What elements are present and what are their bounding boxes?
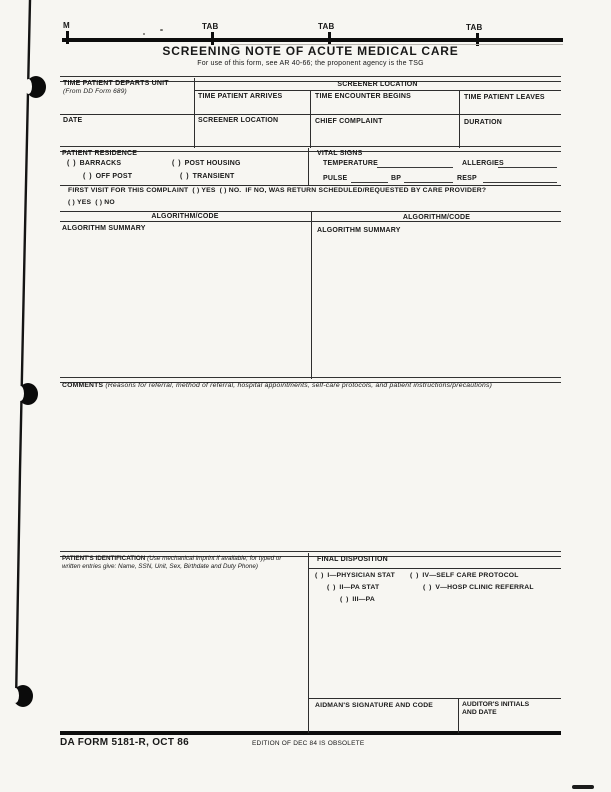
patient-id-detail: (Use mechanical imprint if available; for typed or written entries give: Name, SSN, Unit, Sex, Birthdate and Duty Phone) [62, 555, 282, 570]
residence-checkbox-transient[interactable] [180, 173, 234, 181]
time-leaves-label: TIME PATIENT LEAVES [464, 94, 545, 101]
disposition-checkbox-pa-stat[interactable] [327, 584, 379, 592]
disposition-checkbox-hosp-clinic-referral[interactable] [423, 584, 534, 592]
ruler-m-label: M [63, 21, 70, 30]
form-subtitle: For use of this form, see AR 40-66; the proponent agency is the TSG [197, 60, 424, 67]
checkbox-label: III—PA [352, 596, 376, 603]
auditor-initials-fill-area[interactable] [460, 716, 559, 730]
chief-complaint-fill-area[interactable] [313, 126, 457, 145]
duration-label: DURATION [464, 119, 503, 126]
algorithm-summary-fill-area-right[interactable] [313, 236, 559, 376]
checkbox-icon: ( ) [327, 584, 337, 591]
temperature-fill-line[interactable] [377, 167, 453, 168]
disposition-checkbox-self-care-protocol[interactable] [410, 572, 519, 580]
ruler-line [62, 38, 563, 42]
time-encounter-label: TIME ENCOUNTER BEGINS [315, 93, 411, 100]
checkbox-icon: ( ) [315, 572, 325, 579]
auditor-initials-label: AUDITOR'S INITIALS AND DATE [462, 701, 530, 717]
time-departs-fill-area[interactable] [61, 96, 193, 114]
ruler-tab-label: TAB [466, 23, 483, 32]
checkbox-label: OFF POST [95, 173, 133, 180]
comments-detail: (Reasons for referral, method of referral, hospital appointments, self-care protocols, and patient instructions/precautions) [105, 382, 493, 389]
residence-checkbox-off-post[interactable] [83, 173, 132, 181]
chief-complaint-label: CHIEF COMPLAINT [315, 118, 383, 125]
resp-label: RESP [457, 175, 477, 182]
checkbox-icon: ( ) [67, 160, 77, 167]
allergies-fill-line[interactable] [498, 167, 557, 168]
first-visit-prefix: FIRST VISIT FOR THIS COMPLAINT [68, 187, 189, 194]
grid-line [194, 90, 561, 91]
scan-speck [160, 29, 163, 31]
checkbox-icon: ( ) [83, 173, 93, 180]
grid-line [308, 698, 561, 699]
checkbox-icon: ( ) [180, 173, 190, 180]
checkbox-label: BARRACKS [79, 160, 122, 167]
first-visit-question [68, 187, 486, 195]
first-visit-yes-checkbox[interactable]: ( ) YES [192, 187, 216, 194]
hole-punch-icon [26, 76, 46, 98]
return-scheduled-answer [68, 199, 115, 207]
duration-fill-area[interactable] [461, 127, 559, 145]
algorithm-code-header-left: ALGORITHM/CODE [151, 213, 219, 220]
final-disposition-label: FINAL DISPOSITION [317, 556, 388, 563]
form-title: SCREENING NOTE OF ACUTE MEDICAL CARE [162, 44, 459, 58]
residence-checkbox-barracks[interactable] [67, 160, 121, 168]
hole-punch-icon [18, 383, 38, 405]
residence-checkbox-post-housing[interactable] [172, 160, 241, 168]
grid-line [308, 148, 309, 186]
patient-residence-label: PATIENT RESIDENCE [62, 150, 138, 157]
pulse-fill-line[interactable] [351, 182, 388, 183]
pulse-label: PULSE [323, 175, 348, 182]
algorithm-code-header-right: ALGORITHM/CODE [402, 214, 471, 221]
checkbox-icon: ( ) [423, 584, 433, 591]
time-departs-sublabel: (From DD Form 689) [63, 88, 127, 95]
form-number: DA FORM 5181-R, OCT 86 [60, 737, 190, 748]
patient-id-title: PATIENT'S IDENTIFICATION [62, 555, 146, 562]
time-departs-label: TIME PATIENT DEPARTS UNIT [63, 80, 169, 87]
screener-location-label: SCREENER LOCATION [198, 117, 279, 124]
return-no-checkbox[interactable]: ( ) NO [95, 199, 115, 206]
ruler-tab-label: TAB [318, 22, 335, 31]
resp-fill-line[interactable] [483, 182, 557, 183]
scan-smudge [572, 785, 594, 789]
disposition-checkbox-physician-stat[interactable] [315, 572, 395, 580]
date-label: DATE [63, 117, 83, 124]
time-leaves-fill-area[interactable] [461, 102, 559, 113]
checkbox-icon: ( ) [172, 160, 182, 167]
checkbox-label: II—PA STAT [339, 584, 380, 591]
allergies-label: ALLERGIES [462, 160, 504, 167]
time-arrives-fill-area[interactable] [196, 101, 308, 113]
date-fill-area[interactable] [61, 125, 193, 145]
ruler-tab-label: TAB [202, 22, 219, 31]
patient-id-fill-area[interactable] [61, 575, 306, 730]
edition-note: EDITION OF DEC 84 IS OBSOLETE [252, 740, 365, 747]
grid-line [310, 91, 311, 148]
scan-speck [143, 33, 145, 35]
vital-signs-label: VITAL SIGNS [317, 150, 363, 157]
bp-fill-line[interactable] [404, 182, 453, 183]
algorithm-summary-label-left: ALGORITHM SUMMARY [62, 225, 146, 232]
screener-location-fill-area[interactable] [196, 125, 308, 145]
temperature-label: TEMPERATURE [323, 160, 378, 167]
grid-line [308, 568, 561, 569]
algorithm-summary-label-right: ALGORITHM SUMMARY [317, 227, 401, 234]
bp-label: BP [391, 175, 402, 182]
aidman-signature-fill-area[interactable] [310, 711, 456, 730]
return-yes-checkbox[interactable]: ( ) YES [68, 199, 92, 206]
comments-label [62, 382, 492, 390]
comments-fill-area[interactable] [61, 392, 559, 550]
first-visit-no-checkbox[interactable]: ( ) NO. [219, 187, 242, 194]
grid-line [60, 731, 561, 735]
aidman-signature-label: AIDMAN'S SIGNATURE AND CODE [315, 702, 434, 709]
checkbox-icon: ( ) [340, 596, 350, 603]
hole-punch-icon [13, 685, 33, 707]
checkbox-label: POST HOUSING [184, 160, 241, 167]
checkbox-label: IV—SELF CARE PROTOCOL [422, 572, 519, 579]
checkbox-icon: ( ) [410, 572, 420, 579]
checkbox-label: TRANSIENT [192, 173, 235, 180]
time-encounter-fill-area[interactable] [313, 101, 457, 113]
checkbox-label: V—HOSP CLINIC REFERRAL [435, 584, 534, 591]
time-arrives-label: TIME PATIENT ARRIVES [198, 93, 283, 100]
comments-title: COMMENTS [62, 382, 104, 389]
first-visit-followup-question: IF NO, WAS RETURN SCHEDULED/REQUESTED BY CARE PROVIDER? [245, 187, 487, 194]
algorithm-summary-fill-area-left[interactable] [61, 234, 309, 376]
patient-id-label [62, 555, 296, 571]
disposition-checkbox-pa[interactable] [340, 596, 375, 604]
checkbox-label: I—PHYSICIAN STAT [327, 572, 395, 579]
grid-line [308, 553, 309, 733]
screener-location-header: SCREENER LOCATION [337, 81, 418, 88]
